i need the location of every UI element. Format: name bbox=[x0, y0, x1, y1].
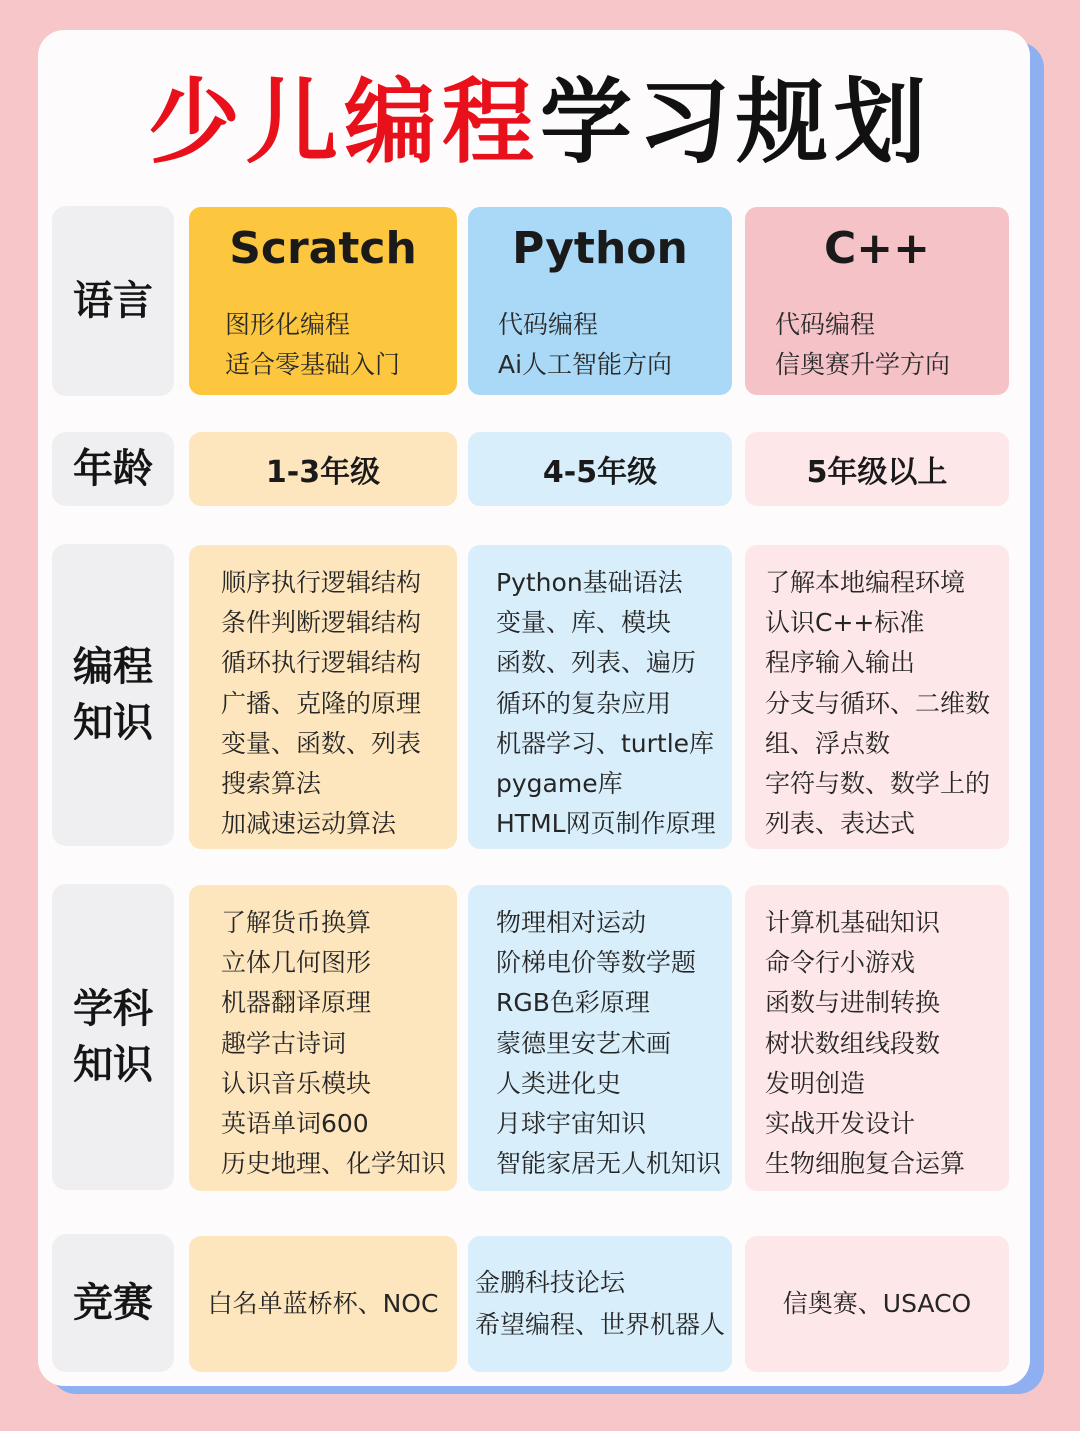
scratch-competition bbox=[208, 1283, 439, 1325]
python-desc-line: Ai人工智能方向 bbox=[498, 350, 673, 379]
row-label-competition-text: 竞赛 bbox=[73, 1280, 153, 1326]
python-name: Python bbox=[512, 223, 688, 274]
row-label-subject-text: 学科知识 bbox=[73, 986, 153, 1088]
cpp-name: C++ bbox=[823, 223, 931, 274]
page-title bbox=[0, 68, 1080, 178]
list-item: 物理相对运动 bbox=[496, 908, 647, 937]
list-item: 循环的复杂应用 bbox=[496, 688, 672, 718]
list-item: 生物细胞复合运算 bbox=[765, 1149, 966, 1179]
python-desc bbox=[498, 305, 672, 385]
python-age-cell bbox=[468, 432, 732, 506]
list-item: 月球宇宙知识 bbox=[496, 1109, 647, 1139]
competition-line: 希望编程、世界机器人 bbox=[474, 1310, 725, 1339]
scratch-desc-line: 图形化编程 bbox=[225, 310, 351, 339]
title-black-part: 学习规划 bbox=[540, 69, 933, 176]
list-item: 变量、函数、列表 bbox=[221, 728, 422, 758]
scratch-programming-cell bbox=[189, 545, 457, 849]
scratch-age-cell bbox=[189, 432, 457, 506]
list-item: pygame库 bbox=[496, 769, 623, 799]
list-item: 认识C++标准 bbox=[765, 608, 925, 638]
python-programming-list bbox=[496, 563, 716, 844]
list-item: 组、浮点数 bbox=[765, 728, 891, 758]
scratch-competition-cell bbox=[189, 1236, 457, 1372]
scratch-subject-cell bbox=[189, 885, 457, 1191]
list-item: 认识音乐模块 bbox=[221, 1068, 372, 1098]
list-item: 字符与数、数学上的 bbox=[765, 769, 991, 799]
cpp-subject-cell bbox=[745, 885, 1009, 1191]
list-item: 人类进化史 bbox=[496, 1068, 622, 1098]
cpp-competition-cell bbox=[745, 1236, 1009, 1372]
python-competition bbox=[475, 1262, 725, 1346]
list-item: 智能家居无人机知识 bbox=[496, 1149, 722, 1179]
row-label-competition bbox=[52, 1234, 174, 1372]
cpp-language-cell bbox=[745, 207, 1009, 395]
competition-line: 信奥赛、USACO bbox=[782, 1289, 972, 1318]
list-item: 命令行小游戏 bbox=[765, 948, 916, 978]
list-item: 计算机基础知识 bbox=[765, 908, 941, 937]
list-item: 了解货币换算 bbox=[221, 908, 372, 937]
cpp-desc bbox=[775, 305, 950, 385]
row-label-programming bbox=[52, 544, 174, 846]
list-item: 发明创造 bbox=[765, 1068, 866, 1098]
cpp-desc-line: 代码编程 bbox=[775, 310, 876, 339]
list-item: 英语单词600 bbox=[221, 1109, 369, 1139]
list-item: 广播、克隆的原理 bbox=[221, 688, 422, 718]
list-item: HTML网页制作原理 bbox=[496, 809, 716, 839]
python-programming-cell bbox=[468, 545, 732, 849]
list-item: 程序输入输出 bbox=[765, 648, 916, 678]
list-item: 趣学古诗词 bbox=[221, 1028, 347, 1058]
python-age: 4-5年级 bbox=[542, 455, 658, 490]
list-item: 历史地理、化学知识 bbox=[221, 1149, 447, 1179]
python-competition-cell bbox=[468, 1236, 732, 1372]
cpp-programming-list bbox=[765, 563, 990, 844]
list-item: 函数与进制转换 bbox=[765, 988, 941, 1018]
row-label-programming-text: 编程知识 bbox=[73, 644, 153, 746]
scratch-programming-list bbox=[221, 563, 421, 844]
row-label-language-text: 语言 bbox=[73, 278, 153, 324]
row-label-age bbox=[52, 432, 174, 506]
competition-line: 白名单蓝桥杯、NOC bbox=[207, 1289, 439, 1318]
list-item: 分支与循环、二维数 bbox=[765, 688, 991, 718]
list-item: 变量、库、模块 bbox=[496, 608, 672, 638]
list-item: 机器翻译原理 bbox=[221, 988, 372, 1018]
scratch-age: 1-3年级 bbox=[265, 455, 381, 490]
cpp-competition bbox=[783, 1283, 971, 1325]
list-item: 蒙德里安艺术画 bbox=[496, 1028, 672, 1058]
python-subject-cell bbox=[468, 885, 732, 1191]
list-item: 顺序执行逻辑结构 bbox=[221, 568, 422, 597]
cpp-age: 5年级以上 bbox=[806, 455, 948, 490]
title-red-part: 少儿编程 bbox=[147, 69, 540, 176]
row-label-age-text: 年龄 bbox=[73, 446, 153, 492]
row-label-subject bbox=[52, 884, 174, 1190]
python-subject-list bbox=[496, 903, 721, 1184]
row-label-language bbox=[52, 206, 174, 396]
list-item: 树状数组线段数 bbox=[765, 1028, 941, 1058]
scratch-subject-list bbox=[221, 903, 446, 1184]
list-item: 加减速运动算法 bbox=[221, 809, 397, 839]
list-item: 条件判断逻辑结构 bbox=[221, 608, 422, 638]
scratch-name: Scratch bbox=[229, 223, 417, 274]
scratch-desc bbox=[225, 305, 400, 385]
list-item: 了解本地编程环境 bbox=[765, 568, 966, 597]
cpp-programming-cell bbox=[745, 545, 1009, 849]
list-item: 机器学习、turtle库 bbox=[496, 728, 715, 758]
python-language-cell bbox=[468, 207, 732, 395]
list-item: 循环执行逻辑结构 bbox=[221, 648, 422, 678]
list-item: 阶梯电价等数学题 bbox=[496, 948, 697, 978]
competition-line: 金鹏科技论坛 bbox=[474, 1268, 625, 1297]
list-item: 列表、表达式 bbox=[765, 809, 916, 839]
list-item: 搜索算法 bbox=[221, 769, 322, 799]
scratch-desc-line: 适合零基础入门 bbox=[225, 350, 401, 379]
list-item: Python基础语法 bbox=[496, 568, 683, 597]
list-item: 立体几何图形 bbox=[221, 948, 372, 978]
python-desc-line: 代码编程 bbox=[498, 310, 599, 339]
cpp-subject-list bbox=[765, 903, 965, 1184]
list-item: RGB色彩原理 bbox=[496, 988, 650, 1018]
scratch-language-cell bbox=[189, 207, 457, 395]
cpp-desc-line: 信奥赛升学方向 bbox=[775, 350, 951, 379]
cpp-age-cell bbox=[745, 432, 1009, 506]
list-item: 函数、列表、遍历 bbox=[496, 648, 697, 678]
list-item: 实战开发设计 bbox=[765, 1109, 916, 1139]
